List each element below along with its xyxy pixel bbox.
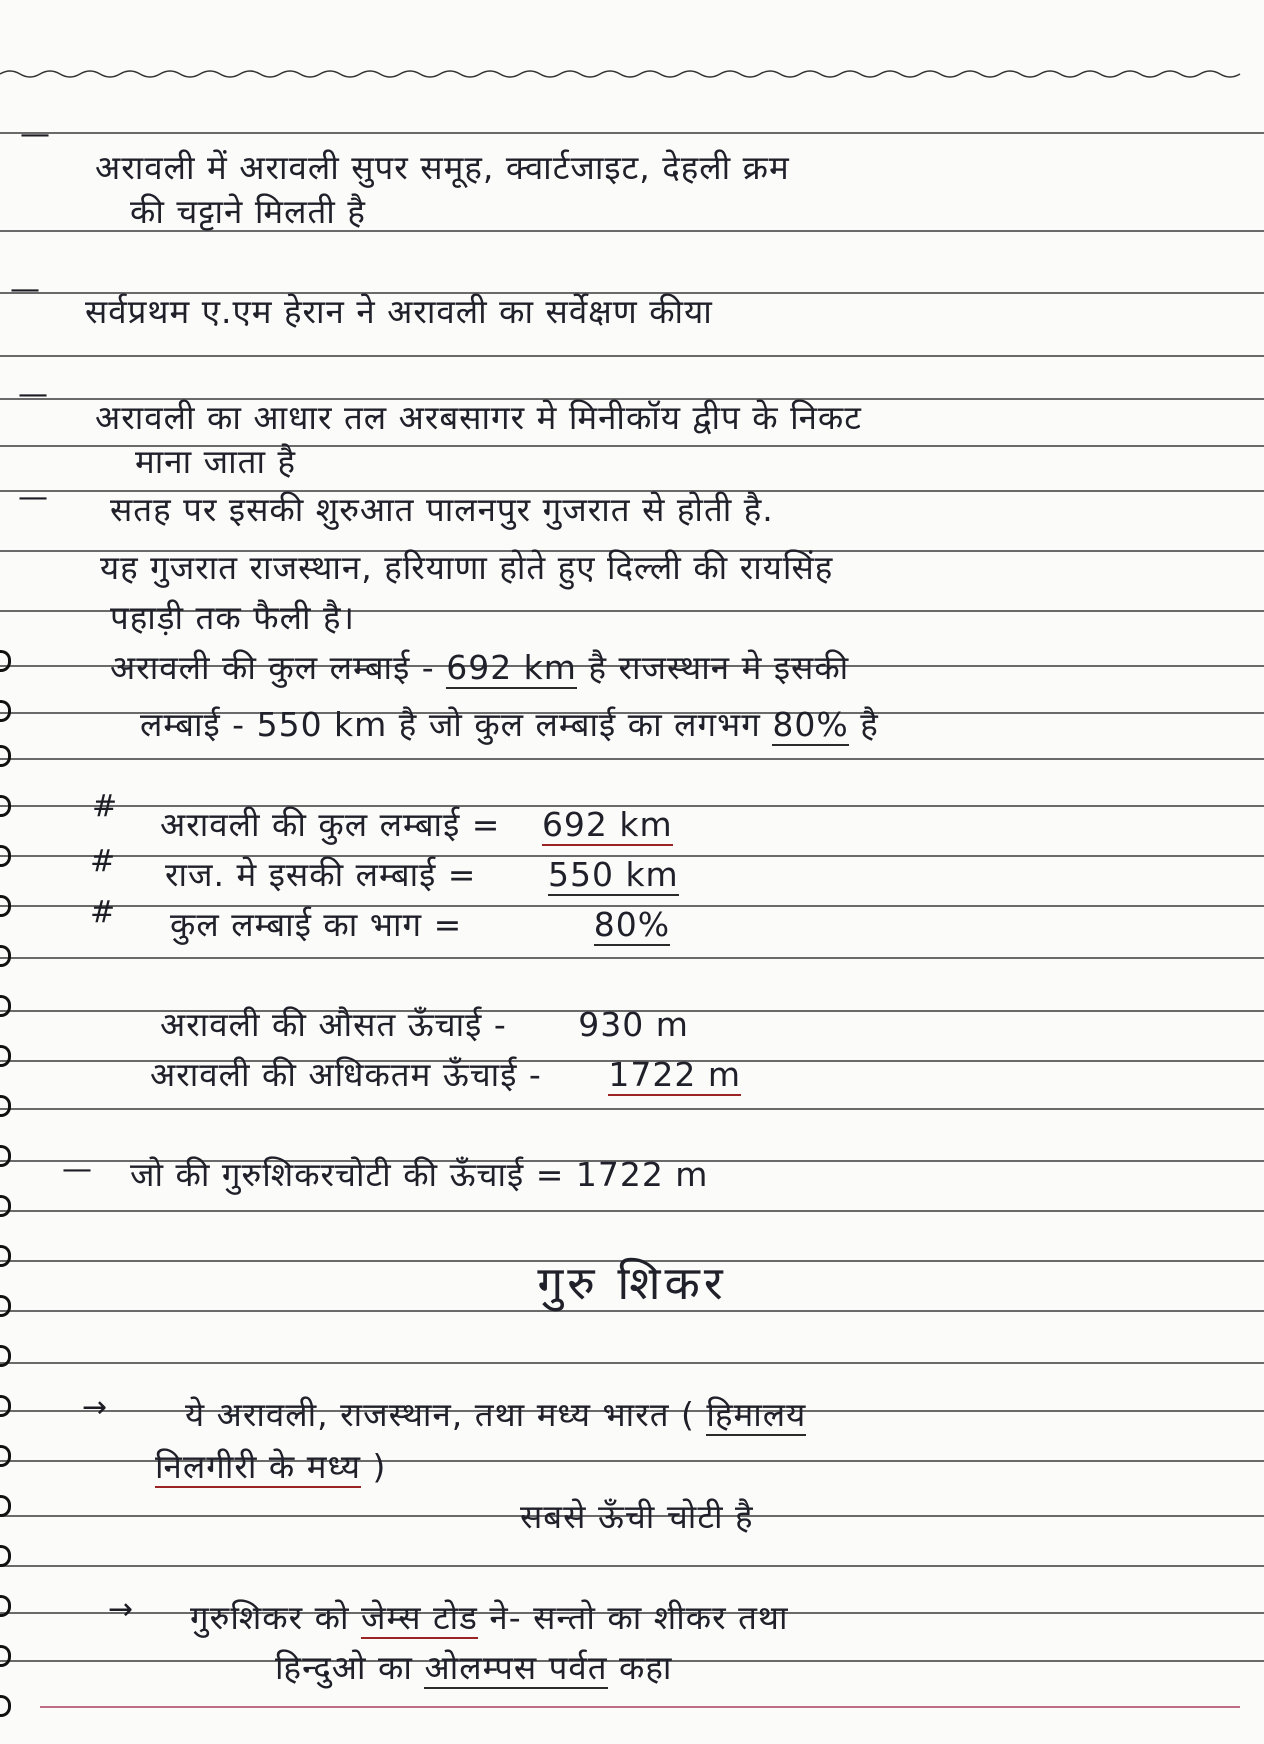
- bottom-margin-line: [40, 1706, 1240, 1708]
- note-text: निलगीरी के मध्य: [155, 1447, 362, 1486]
- ruled-line: [0, 1210, 1264, 1212]
- binding-ring-icon: [0, 1545, 11, 1567]
- note-line: [140, 705, 879, 745]
- note-text: अरावली की कुल लम्बाई -: [110, 648, 435, 687]
- binding-ring-icon: [0, 1395, 11, 1417]
- binding-ring-icon: [0, 1145, 11, 1167]
- note-text: लम्बाई - 550 km है जो कुल लम्बाई का लगभग: [140, 705, 761, 744]
- note-text: ने- सन्तो का शीकर तथा: [489, 1598, 789, 1637]
- note-line: माना जाता है: [135, 442, 297, 481]
- dash-bullet-icon: —: [18, 480, 48, 515]
- stat-value: 692 km: [541, 805, 673, 844]
- note-text: हिन्दुओ का: [275, 1648, 413, 1687]
- arrow-bullet-icon: →: [82, 1390, 108, 1425]
- ruled-line: [0, 758, 1264, 760]
- binding-ring-icon: [0, 700, 11, 722]
- binding-ring-icon: [0, 945, 11, 967]
- binding-ring-icon: [0, 1695, 11, 1717]
- stat-label: अरावली की अधिकतम ऊँचाई -: [150, 1055, 542, 1094]
- ruled-line: [0, 957, 1264, 959]
- note-line: [190, 1598, 789, 1638]
- note-text: कहा: [619, 1648, 673, 1687]
- stat-label: कुल लम्बाई का भाग =: [170, 905, 463, 944]
- ruled-line: [0, 1565, 1264, 1567]
- note-text: ओलम्पस पर्वत: [424, 1648, 608, 1687]
- note-line: [185, 1395, 806, 1435]
- stat-line: [165, 855, 679, 895]
- note-text: ): [372, 1447, 387, 1486]
- note-text: है राजस्थान मे इसकी: [588, 648, 850, 687]
- note-line: जो की गुरुशिकरचोटी की ऊँचाई = 1722 m: [130, 1155, 709, 1194]
- binding-ring-icon: [0, 795, 11, 817]
- note-line: की चट्टाने मिलती है: [130, 192, 366, 231]
- stat-value: 1722 m: [608, 1055, 741, 1094]
- note-text: है: [860, 705, 879, 744]
- note-line: अरावली का आधार तल अरबसागर मे मिनीकॉय द्वीप के निकट: [95, 398, 862, 437]
- binding-ring-icon: [0, 1045, 11, 1067]
- binding-ring-icon: [0, 1645, 11, 1667]
- stat-line: [160, 1005, 689, 1045]
- note-text: जेम्स टोड: [361, 1598, 478, 1637]
- stat-value: 930 m: [578, 1005, 689, 1044]
- stat-line: [170, 905, 670, 945]
- binding-ring-icon: [0, 1495, 11, 1517]
- binding-ring-icon: [0, 895, 11, 917]
- stat-value: 550 km: [547, 855, 679, 894]
- stat-value: 80%: [593, 905, 671, 944]
- note-line: सर्वप्रथम ए.एम हेरान ने अरावली का सर्वेक्षण कीया: [85, 292, 713, 331]
- binding-ring-icon: [0, 1095, 11, 1117]
- binding-ring-icon: [0, 650, 11, 672]
- ruled-line: [0, 132, 1264, 134]
- note-value: 692 km: [446, 648, 577, 687]
- binding-ring-icon: [0, 995, 11, 1017]
- stat-line: [160, 805, 673, 845]
- stat-label: अरावली की कुल लम्बाई =: [160, 805, 501, 844]
- dash-bullet-icon: —: [10, 272, 40, 307]
- torn-edge: [0, 68, 1264, 80]
- note-text: गुरुशिकर को: [190, 1598, 350, 1637]
- ruled-line: [0, 1362, 1264, 1364]
- binding-ring-icon: [0, 845, 11, 867]
- hash-bullet-icon: #: [92, 789, 118, 824]
- note-line: पहाड़ी तक फैली है।: [110, 598, 356, 637]
- ruled-line: [0, 1108, 1264, 1110]
- note-text: ये अरावली, राजस्थान, तथा मध्य भारत (: [185, 1395, 695, 1434]
- stat-label: अरावली की औसत ऊँचाई -: [160, 1005, 507, 1044]
- dash-bullet-icon: —: [62, 1152, 92, 1187]
- stat-label: राज. मे इसकी लम्बाई =: [165, 855, 477, 894]
- stat-line: [150, 1055, 741, 1095]
- binding-ring-icon: [0, 1195, 11, 1217]
- note-line: [155, 1447, 386, 1487]
- note-line: सबसे ऊँची चोटी है: [520, 1497, 754, 1536]
- note-line: अरावली में अरावली सुपर समूह, क्वार्टजाइट, देहली क्रम: [95, 148, 790, 187]
- hash-bullet-icon: #: [90, 895, 116, 930]
- note-text: हिमालय: [706, 1395, 807, 1434]
- dash-bullet-icon: —: [20, 117, 50, 152]
- dash-bullet-icon: —: [18, 377, 48, 412]
- binding-ring-icon: [0, 1445, 11, 1467]
- note-line: [275, 1648, 672, 1688]
- note-value: 80%: [772, 705, 849, 744]
- arrow-bullet-icon: →: [108, 1592, 134, 1627]
- note-line: सतह पर इसकी शुरुआत पालनपुर गुजरात से होती है.: [110, 490, 774, 529]
- ruled-line: [0, 355, 1264, 357]
- hash-bullet-icon: #: [90, 844, 116, 879]
- note-line: यह गुजरात राजस्थान, हरियाणा होते हुए दिल्ली की रायसिंह: [100, 548, 834, 587]
- note-line: [110, 648, 849, 688]
- page-heading: गुरु शिकर: [537, 1256, 727, 1310]
- binding-ring-icon: [0, 745, 11, 767]
